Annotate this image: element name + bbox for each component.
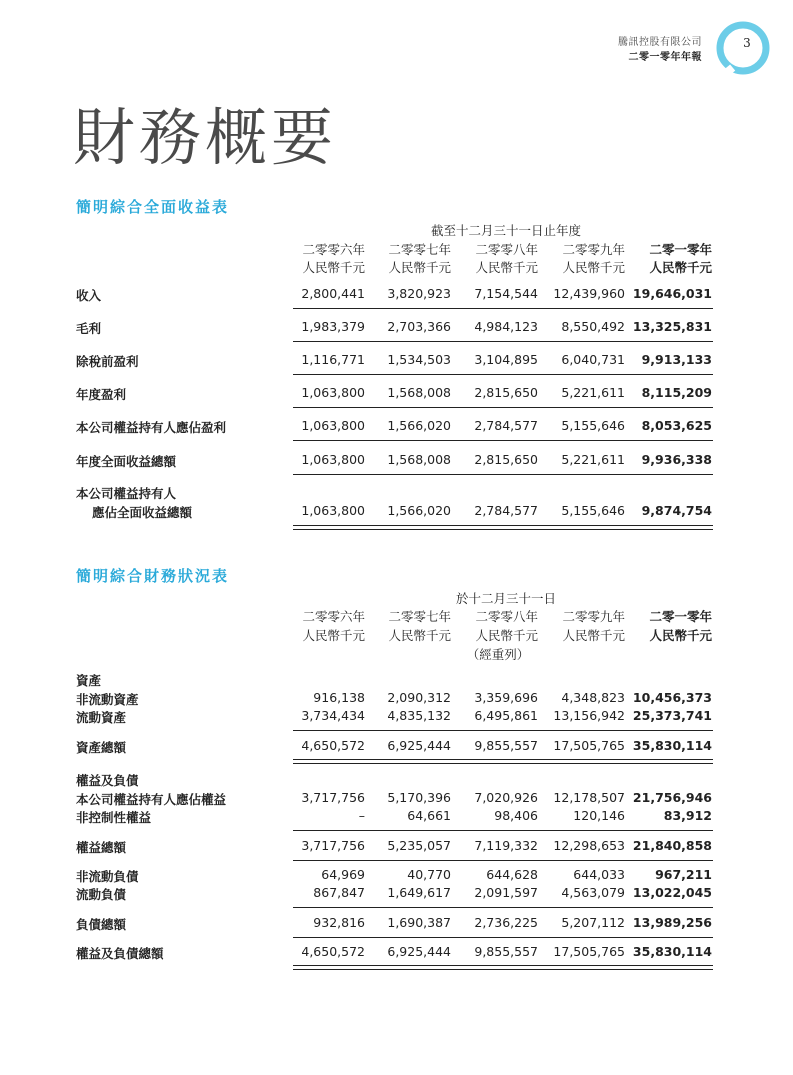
cell: 9,936,338 xyxy=(641,452,712,467)
row-label: 除稅前盈利 xyxy=(76,354,139,369)
income-unit-2006: 人民幣千元 xyxy=(302,260,365,275)
cell: 967,211 xyxy=(655,867,712,882)
row-label: 本公司權益持有人應佔權益 xyxy=(76,792,227,807)
cell: 5,170,396 xyxy=(387,790,451,805)
divider xyxy=(293,374,713,375)
cell: 120,146 xyxy=(573,808,625,823)
balance-unit-2009: 人民幣千元 xyxy=(562,628,625,643)
row-label: 年度盈利 xyxy=(76,387,127,402)
page-number: 3 xyxy=(743,36,751,50)
income-year-2009: 二零零九年 xyxy=(562,242,625,257)
income-unit-2010: 人民幣千元 xyxy=(649,260,712,275)
cell: 4,650,572 xyxy=(301,944,365,959)
cell: 17,505,765 xyxy=(553,738,625,753)
cell: 9,874,754 xyxy=(641,503,712,518)
cell: 916,138 xyxy=(313,690,365,705)
cell: 64,969 xyxy=(321,867,365,882)
cell: 2,784,577 xyxy=(474,418,538,433)
row-label: 本公司權益持有人應佔盈利 xyxy=(76,420,227,435)
cell: 13,325,831 xyxy=(632,319,712,334)
balance-unit-2006: 人民幣千元 xyxy=(302,628,365,643)
cell: 4,984,123 xyxy=(474,319,538,334)
double-rule-bottom xyxy=(293,969,713,970)
row-label: 毛利 xyxy=(76,321,102,336)
cell: 3,104,895 xyxy=(474,352,538,367)
cell: 2,784,577 xyxy=(474,503,538,518)
cell: 1,063,800 xyxy=(301,503,365,518)
divider xyxy=(293,730,713,731)
row-label: 非控制性權益 xyxy=(76,810,152,825)
report-name: 二零一零年年報 xyxy=(628,52,702,63)
income-statement-title: 簡明綜合全面收益表 xyxy=(76,198,230,216)
cell: 3,717,756 xyxy=(301,790,365,805)
divider xyxy=(293,474,713,475)
company-name: 騰訊控股有限公司 xyxy=(618,37,702,48)
assets-heading: 資產 xyxy=(76,673,102,688)
row-label: 非流動資產 xyxy=(76,692,139,707)
cell: 8,053,625 xyxy=(641,418,712,433)
cell: 5,207,112 xyxy=(561,915,625,930)
cell: 13,022,045 xyxy=(632,885,712,900)
balance-sheet-title: 簡明綜合財務狀況表 xyxy=(76,567,230,585)
cell: 3,359,696 xyxy=(474,690,538,705)
cell: 3,734,434 xyxy=(301,708,365,723)
cell: 25,373,741 xyxy=(632,708,712,723)
cell: 6,040,731 xyxy=(561,352,625,367)
cell: 2,800,441 xyxy=(301,286,365,301)
balance-year-2009: 二零零九年 xyxy=(562,609,625,624)
cell: 2,815,650 xyxy=(474,385,538,400)
cell: 1,534,503 xyxy=(387,352,451,367)
page-title: 財務概要 xyxy=(73,101,338,174)
balance-year-2008: 二零零八年 xyxy=(475,609,538,624)
divider xyxy=(293,830,713,831)
balance-year-2010: 二零一零年 xyxy=(649,609,712,624)
cell: 13,989,256 xyxy=(632,915,712,930)
row-label: 權益總額 xyxy=(76,840,127,855)
cell: 5,155,646 xyxy=(561,418,625,433)
cell: 3,717,756 xyxy=(301,838,365,853)
cell: 2,090,312 xyxy=(387,690,451,705)
cell: 2,703,366 xyxy=(387,319,451,334)
row-label: 負債總額 xyxy=(76,917,127,932)
cell: 1,649,617 xyxy=(387,885,451,900)
double-rule-top xyxy=(293,525,713,526)
balance-year-2006: 二零零六年 xyxy=(302,609,365,624)
divider xyxy=(293,907,713,908)
row-label: 權益及負債總額 xyxy=(76,946,164,961)
divider xyxy=(293,407,713,408)
cell: 867,847 xyxy=(313,885,365,900)
divider xyxy=(293,937,713,938)
row-label-line2: 應佔全面收益總額 xyxy=(92,505,193,520)
cell: 9,855,557 xyxy=(474,944,538,959)
cell: 1,116,771 xyxy=(301,352,365,367)
cell: 98,406 xyxy=(494,808,538,823)
income-year-2007: 二零零七年 xyxy=(388,242,451,257)
income-unit-2008: 人民幣千元 xyxy=(475,260,538,275)
cell: 6,925,444 xyxy=(387,738,451,753)
cell: 5,221,611 xyxy=(561,452,625,467)
cell: 7,119,332 xyxy=(474,838,538,853)
row-label: 非流動負債 xyxy=(76,869,139,884)
row-label: 年度全面收益總額 xyxy=(76,454,177,469)
cell: 5,221,611 xyxy=(561,385,625,400)
income-year-2010: 二零一零年 xyxy=(649,242,712,257)
cell: 6,495,861 xyxy=(474,708,538,723)
restated-note: （經重列） xyxy=(466,647,530,662)
cell: 4,563,079 xyxy=(561,885,625,900)
cell: 4,835,132 xyxy=(387,708,451,723)
cell: 1,566,020 xyxy=(387,418,451,433)
income-year-2006: 二零零六年 xyxy=(302,242,365,257)
cell: 1,566,020 xyxy=(387,503,451,518)
cell: 1,063,800 xyxy=(301,385,365,400)
cell: 5,235,057 xyxy=(387,838,451,853)
cell: 35,830,114 xyxy=(632,738,712,753)
balance-period: 於十二月三十一日 xyxy=(455,591,556,606)
cell: 12,439,960 xyxy=(553,286,625,301)
row-label: 流動負債 xyxy=(76,887,127,902)
cell: 1,568,008 xyxy=(387,452,451,467)
income-unit-2009: 人民幣千元 xyxy=(562,260,625,275)
income-unit-2007: 人民幣千元 xyxy=(388,260,451,275)
cell: 13,156,942 xyxy=(553,708,625,723)
cell: 7,154,544 xyxy=(474,286,538,301)
cell: 644,628 xyxy=(486,867,538,882)
cell: 4,650,572 xyxy=(301,738,365,753)
cell: 21,756,946 xyxy=(632,790,712,805)
cell: 7,020,926 xyxy=(474,790,538,805)
row-label: 本公司權益持有人 xyxy=(76,486,177,501)
cell: 932,816 xyxy=(313,915,365,930)
cell: 5,155,646 xyxy=(561,503,625,518)
cell: 9,855,557 xyxy=(474,738,538,753)
cell: 2,815,650 xyxy=(474,452,538,467)
double-rule-bottom xyxy=(293,763,713,764)
double-rule-top xyxy=(293,965,713,966)
cell: 1,983,379 xyxy=(301,319,365,334)
income-year-2008: 二零零八年 xyxy=(475,242,538,257)
cell: 8,115,209 xyxy=(641,385,712,400)
cell: 9,913,133 xyxy=(641,352,712,367)
cell: 8,550,492 xyxy=(561,319,625,334)
cell: 83,912 xyxy=(663,808,712,823)
balance-unit-2008: 人民幣千元 xyxy=(475,628,538,643)
cell: 21,840,858 xyxy=(632,838,712,853)
divider xyxy=(293,860,713,861)
double-rule-top xyxy=(293,759,713,760)
balance-year-2007: 二零零七年 xyxy=(388,609,451,624)
cell: 40,770 xyxy=(407,867,451,882)
cell: 64,661 xyxy=(407,808,451,823)
income-period: 截至十二月三十一日止年度 xyxy=(430,223,581,238)
cell: 2,091,597 xyxy=(474,885,538,900)
row-label: 收入 xyxy=(76,288,102,303)
cell: 3,820,923 xyxy=(387,286,451,301)
cell: 1,568,008 xyxy=(387,385,451,400)
divider xyxy=(293,341,713,342)
cell: 2,736,225 xyxy=(474,915,538,930)
row-label: 資產總額 xyxy=(76,740,127,755)
cell: 6,925,444 xyxy=(387,944,451,959)
divider xyxy=(293,440,713,441)
cell: 1,063,800 xyxy=(301,452,365,467)
cell: 17,505,765 xyxy=(553,944,625,959)
cell: 4,348,823 xyxy=(561,690,625,705)
cell: 1,063,800 xyxy=(301,418,365,433)
cell: 1,690,387 xyxy=(387,915,451,930)
balance-unit-2007: 人民幣千元 xyxy=(388,628,451,643)
cell: 19,646,031 xyxy=(632,286,712,301)
cell: 644,033 xyxy=(573,867,625,882)
balance-unit-2010: 人民幣千元 xyxy=(649,628,712,643)
cell: 35,830,114 xyxy=(632,944,712,959)
equity-liabilities-heading: 權益及負債 xyxy=(76,773,139,788)
row-label: 流動資產 xyxy=(76,710,127,725)
cell: – xyxy=(358,808,365,823)
cell: 12,178,507 xyxy=(553,790,625,805)
cell: 12,298,653 xyxy=(553,838,625,853)
double-rule-bottom xyxy=(293,529,713,530)
cell: 10,456,373 xyxy=(632,690,712,705)
divider xyxy=(293,308,713,309)
